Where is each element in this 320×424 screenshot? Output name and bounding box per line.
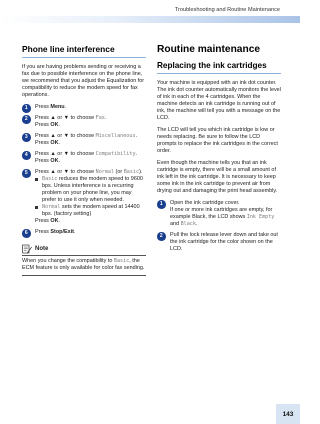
section-heading-routine-maintenance: Routine maintenance [157, 44, 261, 55]
section-heading-phone-line: Phone line interference [22, 44, 146, 58]
note-box [22, 242, 146, 276]
step-number-3: 3 [22, 133, 31, 142]
step-4: 4 Press ▲ or ▼ to choose Compatibility. Press OK. [22, 151, 146, 165]
left-column [22, 44, 146, 276]
bullet-normal: Normal sets the modem speed at 14400 bps. (factory setting) [35, 204, 146, 218]
note-pencil-icon [22, 244, 32, 254]
page-number: 143 [276, 404, 300, 424]
step-number-5: 5 [22, 169, 31, 178]
step-number-2: 2 [22, 115, 31, 124]
running-header-title: Troubleshooting and Routine Maintenance [174, 7, 280, 13]
step-3: 3 Press ▲ or ▼ to choose Miscellaneous. Press OK. [22, 133, 146, 147]
step-number-4: 4 [22, 151, 31, 160]
intro-paragraph: If you are having problems sending or receiving a fax due to possible interference on the phone line, we recommend that you adjust the Equalization for compatibility to reduce the modem speed for fax operations. [22, 64, 145, 98]
paragraph-2: The LCD will tell you which ink cartridge is low or needs replacing. Be sure to follow the LCD prompts to replace the ink cartridges in the correct order. [157, 127, 278, 154]
page-header [0, 0, 300, 30]
page-content [22, 44, 284, 388]
paragraph-1: Your machine is equipped with an ink dot counter. The ink dot counter automatically monitors the level of ink in each of the 4 cartridges. When the machine detects an ink cartridge is running out of ink, the machine will tell you with a message on the LCD. [157, 80, 281, 121]
step-number-1: 1 [22, 104, 31, 113]
ink-step-1: 1 Open the ink cartridge cover. If one or more ink cartridges are empty, for example Black, the LCD shows Ink Empty and Black. [157, 200, 281, 228]
step-6: 6 Press Stop/Exit. [22, 229, 146, 236]
step-5: 5 Press ▲ or ▼ to choose Normal (or Basic). Basic reduces the modem speed to 9600 bps. Unless interference is a recurring problem on your phone line, you may prefer to use it only when needed. Normal sets the modem speed at 14400 bps. (factory setting) Press OK. [22, 169, 146, 225]
paragraph-3: Even though the machine tells you that an ink cartridge is empty, there will be a small amount of ink left in the ink cartridge. It is necessary to keep some ink in the ink cartridge to prevent air from drying out and damaging the print head assembly. [157, 160, 278, 194]
note-text: When you change the compatibility to Basic, the ECM feature is only available for color fax sending. [22, 258, 146, 276]
note-title: Note [35, 246, 49, 252]
step-2: 2 Press ▲ or ▼ to choose Fax. Press OK. [22, 115, 146, 129]
bullet-basic: Basic reduces the modem speed to 9600 bps. Unless interference is a recurring problem on your phone line, you may prefer to use it only when needed. [35, 176, 146, 204]
step-number-6: 6 [22, 229, 31, 238]
ink-step-number-1: 1 [157, 200, 166, 209]
subheading-replacing-ink: Replacing the ink cartridges [157, 61, 281, 74]
step-1: 1 Press Menu. [22, 104, 146, 111]
ink-step-2: 2 Pull the lock release lever down and take out the ink cartridge for the color shown on the LCD. [157, 232, 281, 253]
right-column [157, 44, 281, 257]
header-gradient-bar [0, 16, 300, 23]
ink-step-number-2: 2 [157, 232, 166, 241]
